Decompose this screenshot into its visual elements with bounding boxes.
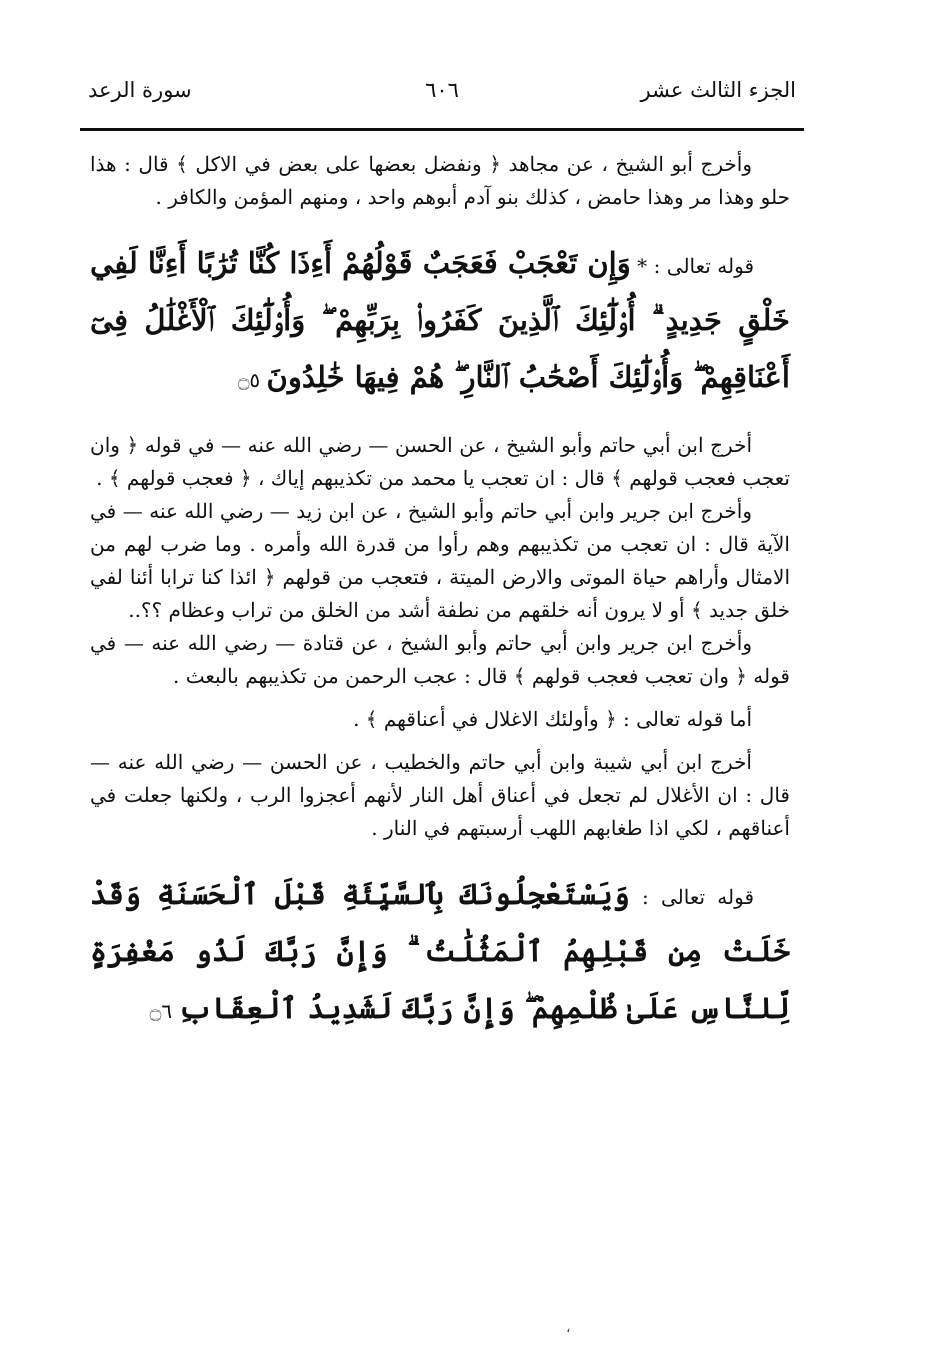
paragraph-hasan: أخرج ابن أبي حاتم وأبو الشيخ ، عن الحسن — رضي الله عنه — في قوله ﴿ وان تعجب فعجب قولهم ﴾ قال : ان تعجب يا محمد من تكذيبهم إياك ، ﴿ فعجب قولهم ﴾ .: [90, 433, 790, 490]
verse-number-mark-2: ۝٦: [149, 999, 173, 1023]
page-body: [90, 148, 790, 1038]
verse-intro-2: قوله تعالى :: [641, 885, 754, 909]
paragraph-ibn-abi-shayba: أخرج ابن أبي شيبة وابن أبي حاتم والخطيب ، عن الحسن — رضي الله عنه — قال : ان الأغلال لم تجعل في أعناق أهل النار لأنهم أعجزوا الرب ، ولكنها جعلت في أعناقهم ، لكي اذا طغابهم اللهب أرسبتهم في النار .: [90, 750, 790, 840]
page-header: [88, 70, 796, 120]
paragraph-aghlal-heading: أما قوله تعالى : ﴿ وأولئك الاغلال في أعناقهم ﴾ .: [353, 707, 752, 731]
verse-number-mark-1: ۝٥: [237, 368, 261, 392]
paragraph-ibn-zayd: وأخرج ابن جرير وابن أبي حاتم وأبو الشيخ ، عن ابن زيد — رضي الله عنه — في الآية قال : ان تعجب من تكذيبهم وهم رأوا من قدرة الله وأمره . وما ضرب لهم من الامثال وأراهم حياة الموتى والارض الميتة ، فتعجب من قولهم ﴿ ائذا كنا ترابا أئنا لفي خلق جديد ﴾ أو لا يرون أنه خلقهم من نطفة أشد من الخلق من تراب وعظام ؟؟..: [90, 499, 790, 622]
juz-title: الجزء الثالث عشر: [640, 78, 796, 102]
page-number: ٦٠٦: [425, 78, 459, 102]
verse-block-2: [90, 867, 790, 1038]
quran-verse-2: وَيَسْتَعْجِلُونَكَ بِٱلسَّيِّئَةِ قَبْلَ ٱلْحَسَنَةِ وَقَدْ خَلَتْ مِن قَبْلِهِمُ ٱلْمَثُلَٰتُ ۗ وَإِنَّ رَبَّكَ لَذُو مَغْفِرَةٍ لِّلنَّاسِ عَلَىٰ ظُلْمِهِمْ ۖ وَإِنَّ رَبَّكَ لَشَدِيدُ ٱلْعِقَابِ: [90, 877, 790, 1025]
verse-intro-1: قوله تعالى : *: [637, 254, 754, 278]
verse-block-1: [90, 236, 790, 407]
header-rule: [80, 128, 804, 131]
quran-verse-1: وَإِن تَعْجَبْ فَعَجَبٌ قَوْلُهُمْ أَءِذَا كُنَّا تُرَٰبًا أَءِنَّا لَفِي خَلْقٍ جَدِيدٍ ۗ أُو۟لَٰٓئِكَ ٱلَّذِينَ كَفَرُوا۟ بِرَبِّهِمْ ۖ وَأُو۟لَٰٓئِكَ ٱلْأَغْلَٰلُ فِىٓ أَعْنَاقِهِمْ ۖ وَأُو۟لَٰٓئِكَ أَصْحَٰبُ ٱلنَّارِ ۖ هُمْ فِيهَا خَٰلِدُونَ: [90, 246, 790, 394]
footer-mark: ،: [566, 1320, 571, 1336]
paragraph-qatada: وأخرج ابن جرير وابن أبي حاتم وأبو الشيخ ، عن قتادة — رضي الله عنه — في قوله ﴿ وان تعجب فعجب قولهم ﴾ قال : عجب الرحمن من تكذيبهم بالبعث .: [90, 631, 790, 688]
paragraph-mujahid: وأخرج أبو الشيخ ، عن مجاهد ﴿ ونفضل بعضها على بعض في الاكل ﴾ قال : هذا حلو وهذا مر وهذا حامض ، كذلك بنو آدم أبوهم واحد ، ومنهم المؤمن والكافر .: [90, 152, 790, 209]
surah-title: سورة الرعد: [88, 78, 192, 102]
